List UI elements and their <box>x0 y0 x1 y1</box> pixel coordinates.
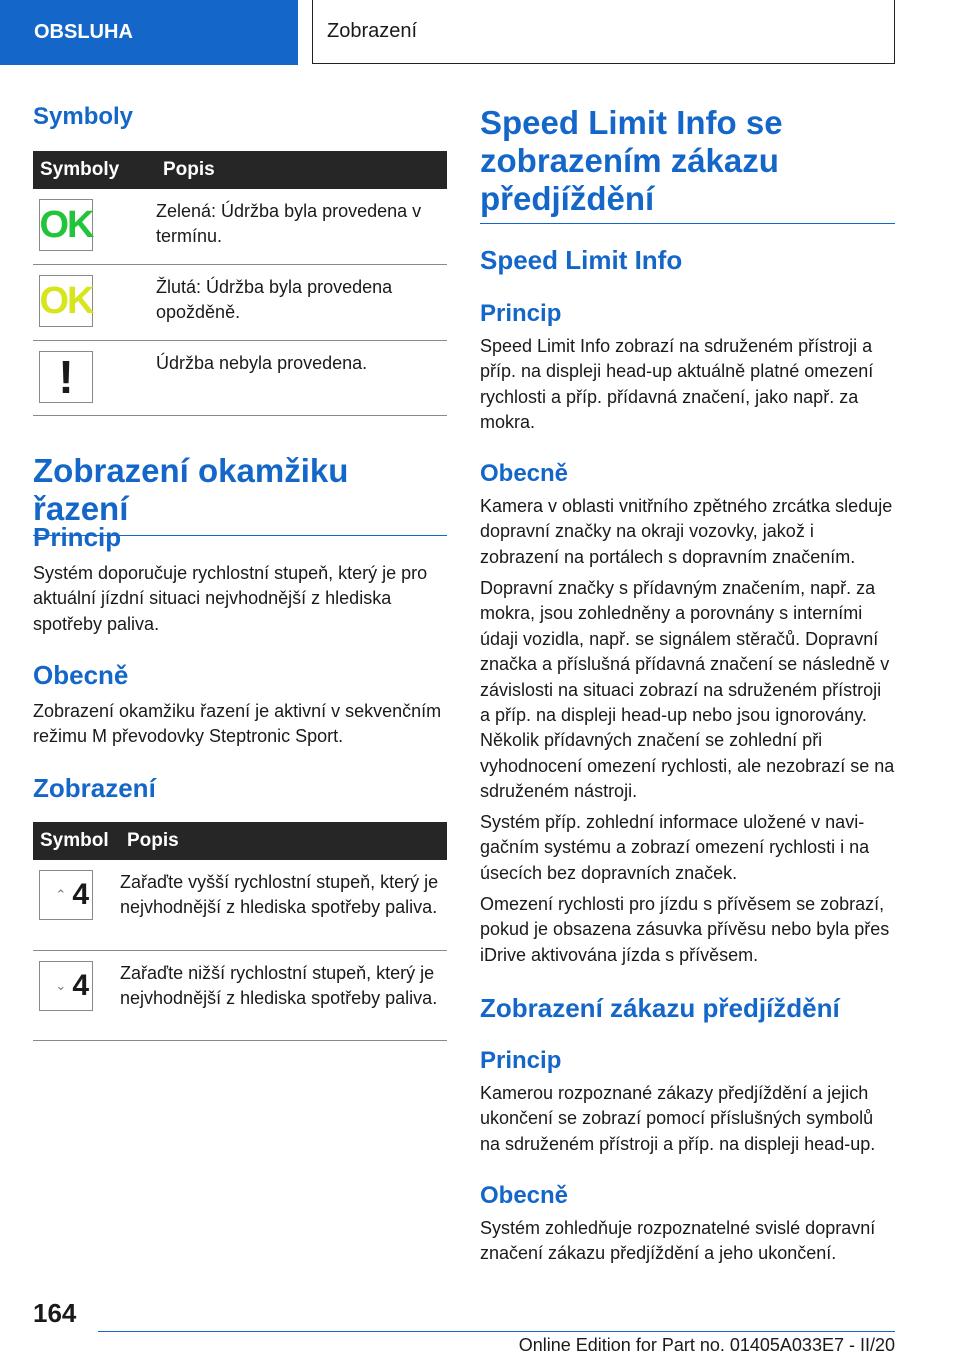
table-row <box>33 189 447 264</box>
chevron-down-icon: ⌄ <box>55 977 67 993</box>
sli-obecne-p3: Systém příp. zohlední informace uložené v navigačním systému a zobrazí omezení rychlosti i na úsecích bez dopravních značek. <box>480 812 870 883</box>
page-number: 164 <box>33 1298 77 1328</box>
sli-obecne-heading: Obecně <box>480 460 569 487</box>
section-title: Zobrazení <box>312 0 895 64</box>
ok-green-icon: OK <box>39 199 93 251</box>
downshift-icon <box>39 961 93 1011</box>
sli-obecne-p4: Omezení rychlosti pro jízdu s přívěsem se zobrazí, pokud je obsazena zásuvka přívěsu nebo byla přes iDrive aktivována jízda s přívěsem. <box>480 894 890 965</box>
table-header-description: Popis <box>120 822 447 860</box>
gear-number: 4 <box>72 968 89 1002</box>
obecne-heading: Obecně <box>33 660 129 690</box>
row-description: Zařaďte vyšší rychlostní stupeň, který je nejvhodnější z hlediska spotřeby paliva. <box>120 860 447 950</box>
zakaz-obecne-heading: Obecně <box>480 1182 569 1209</box>
row-description: Údržba nebyla provedena. <box>156 340 447 415</box>
row-description: Žlutá: Údržba byla provedena opožděně. <box>156 264 447 340</box>
gear-number: 4 <box>72 878 89 912</box>
zakaz-heading: Zobrazení zákazu předjíždění <box>480 993 840 1023</box>
chapter-tab: OBSLUHA <box>0 0 298 65</box>
sli-princip-heading: Princip <box>480 300 562 327</box>
obecne-text: Zobrazení okamžiku řazení je aktivní v sekvenčním režimu M převodovky Steptronic Sport. <box>33 701 442 747</box>
zakaz-obecne-text: Systém zohledňuje rozpoznatelné svislé dopravní značení zákazu předjíždění a jeho ukončení. <box>480 1218 876 1264</box>
row-description: Zařaďte nižší rychlostní stupeň, který je nejvhodnější z hlediska spotřeby paliva. <box>120 950 447 1040</box>
ok-yellow-icon: OK <box>39 275 93 327</box>
table-header-description: Popis <box>156 151 447 189</box>
shift-symbols-table <box>33 822 447 1041</box>
table-row <box>33 264 447 340</box>
sli-heading: Speed Limit Info <box>480 245 683 275</box>
edition-text: Online Edition for Part no. 01405A033E7 - II/20 <box>518 1335 895 1355</box>
symbols-heading: Symboly <box>33 103 134 130</box>
table-row <box>33 340 447 415</box>
zobrazeni-heading: Zobrazení <box>33 773 156 803</box>
maintenance-symbols-table <box>33 151 447 416</box>
table-row <box>33 860 447 950</box>
speed-limit-title: Speed Limit Info se zobrazením zákazu předjíždění <box>480 104 895 224</box>
zakaz-princip-text: Kamerou rozpoznané zákazy předjíždění a jejich ukončení se zobrazí pomocí příslušných symbolů na sdruženém přístroji a příp. na displeji head-up. <box>480 1083 876 1154</box>
row-description: Zelená: Údržba byla provedena v termínu. <box>156 189 447 264</box>
table-header-symbols: Symboly <box>33 151 156 189</box>
shift-indicator-title: Zobrazení okamžiku řazení <box>33 452 447 536</box>
table-header-symbol: Symbol <box>33 822 120 860</box>
chevron-up-icon: ⌃ <box>55 887 67 903</box>
princip-heading: Princip <box>33 522 122 552</box>
sli-princip-text: Speed Limit Info zobrazí na sdruženém přístroji a příp. na displeji head-up aktuálně platné omezení rychlosti a příp. přídavná značení, jako např. za mokra. <box>480 336 874 433</box>
sli-obecne-p1: Kamera v oblasti vnitřního zpětného zrcátka sleduje dopravní značky na okraji vozovky, jakož i zobrazení na portálech s dopravním značením. <box>480 496 893 567</box>
exclamation-icon: ! <box>39 351 93 403</box>
princip-text: Systém doporučuje rychlostní stupeň, který je pro aktuální jízdní situaci nejvhodnější z hlediska spotřeby paliva. <box>33 563 428 634</box>
sli-obecne-p2: Dopravní značky s přídavným značením, např. za mokra, jsou zohledněny a porovnány s interními údaji vozidla, např. se signálem stěračů. Dopravní značka a příslušná přídavná značení se následně v závislosti na situaci zobrazí na sdruženém přístroji a příp. na displeji head-up nebo jsou ignorovány. Několik přídavných značení se zohlední při vyhodnocení omezení rychlosti, ale nezobrazí se na sdruženém nástroji. <box>480 578 895 802</box>
table-row <box>33 950 447 1040</box>
zakaz-princip-heading: Princip <box>480 1047 562 1074</box>
upshift-icon <box>39 870 93 920</box>
footer-divider <box>98 1331 895 1332</box>
